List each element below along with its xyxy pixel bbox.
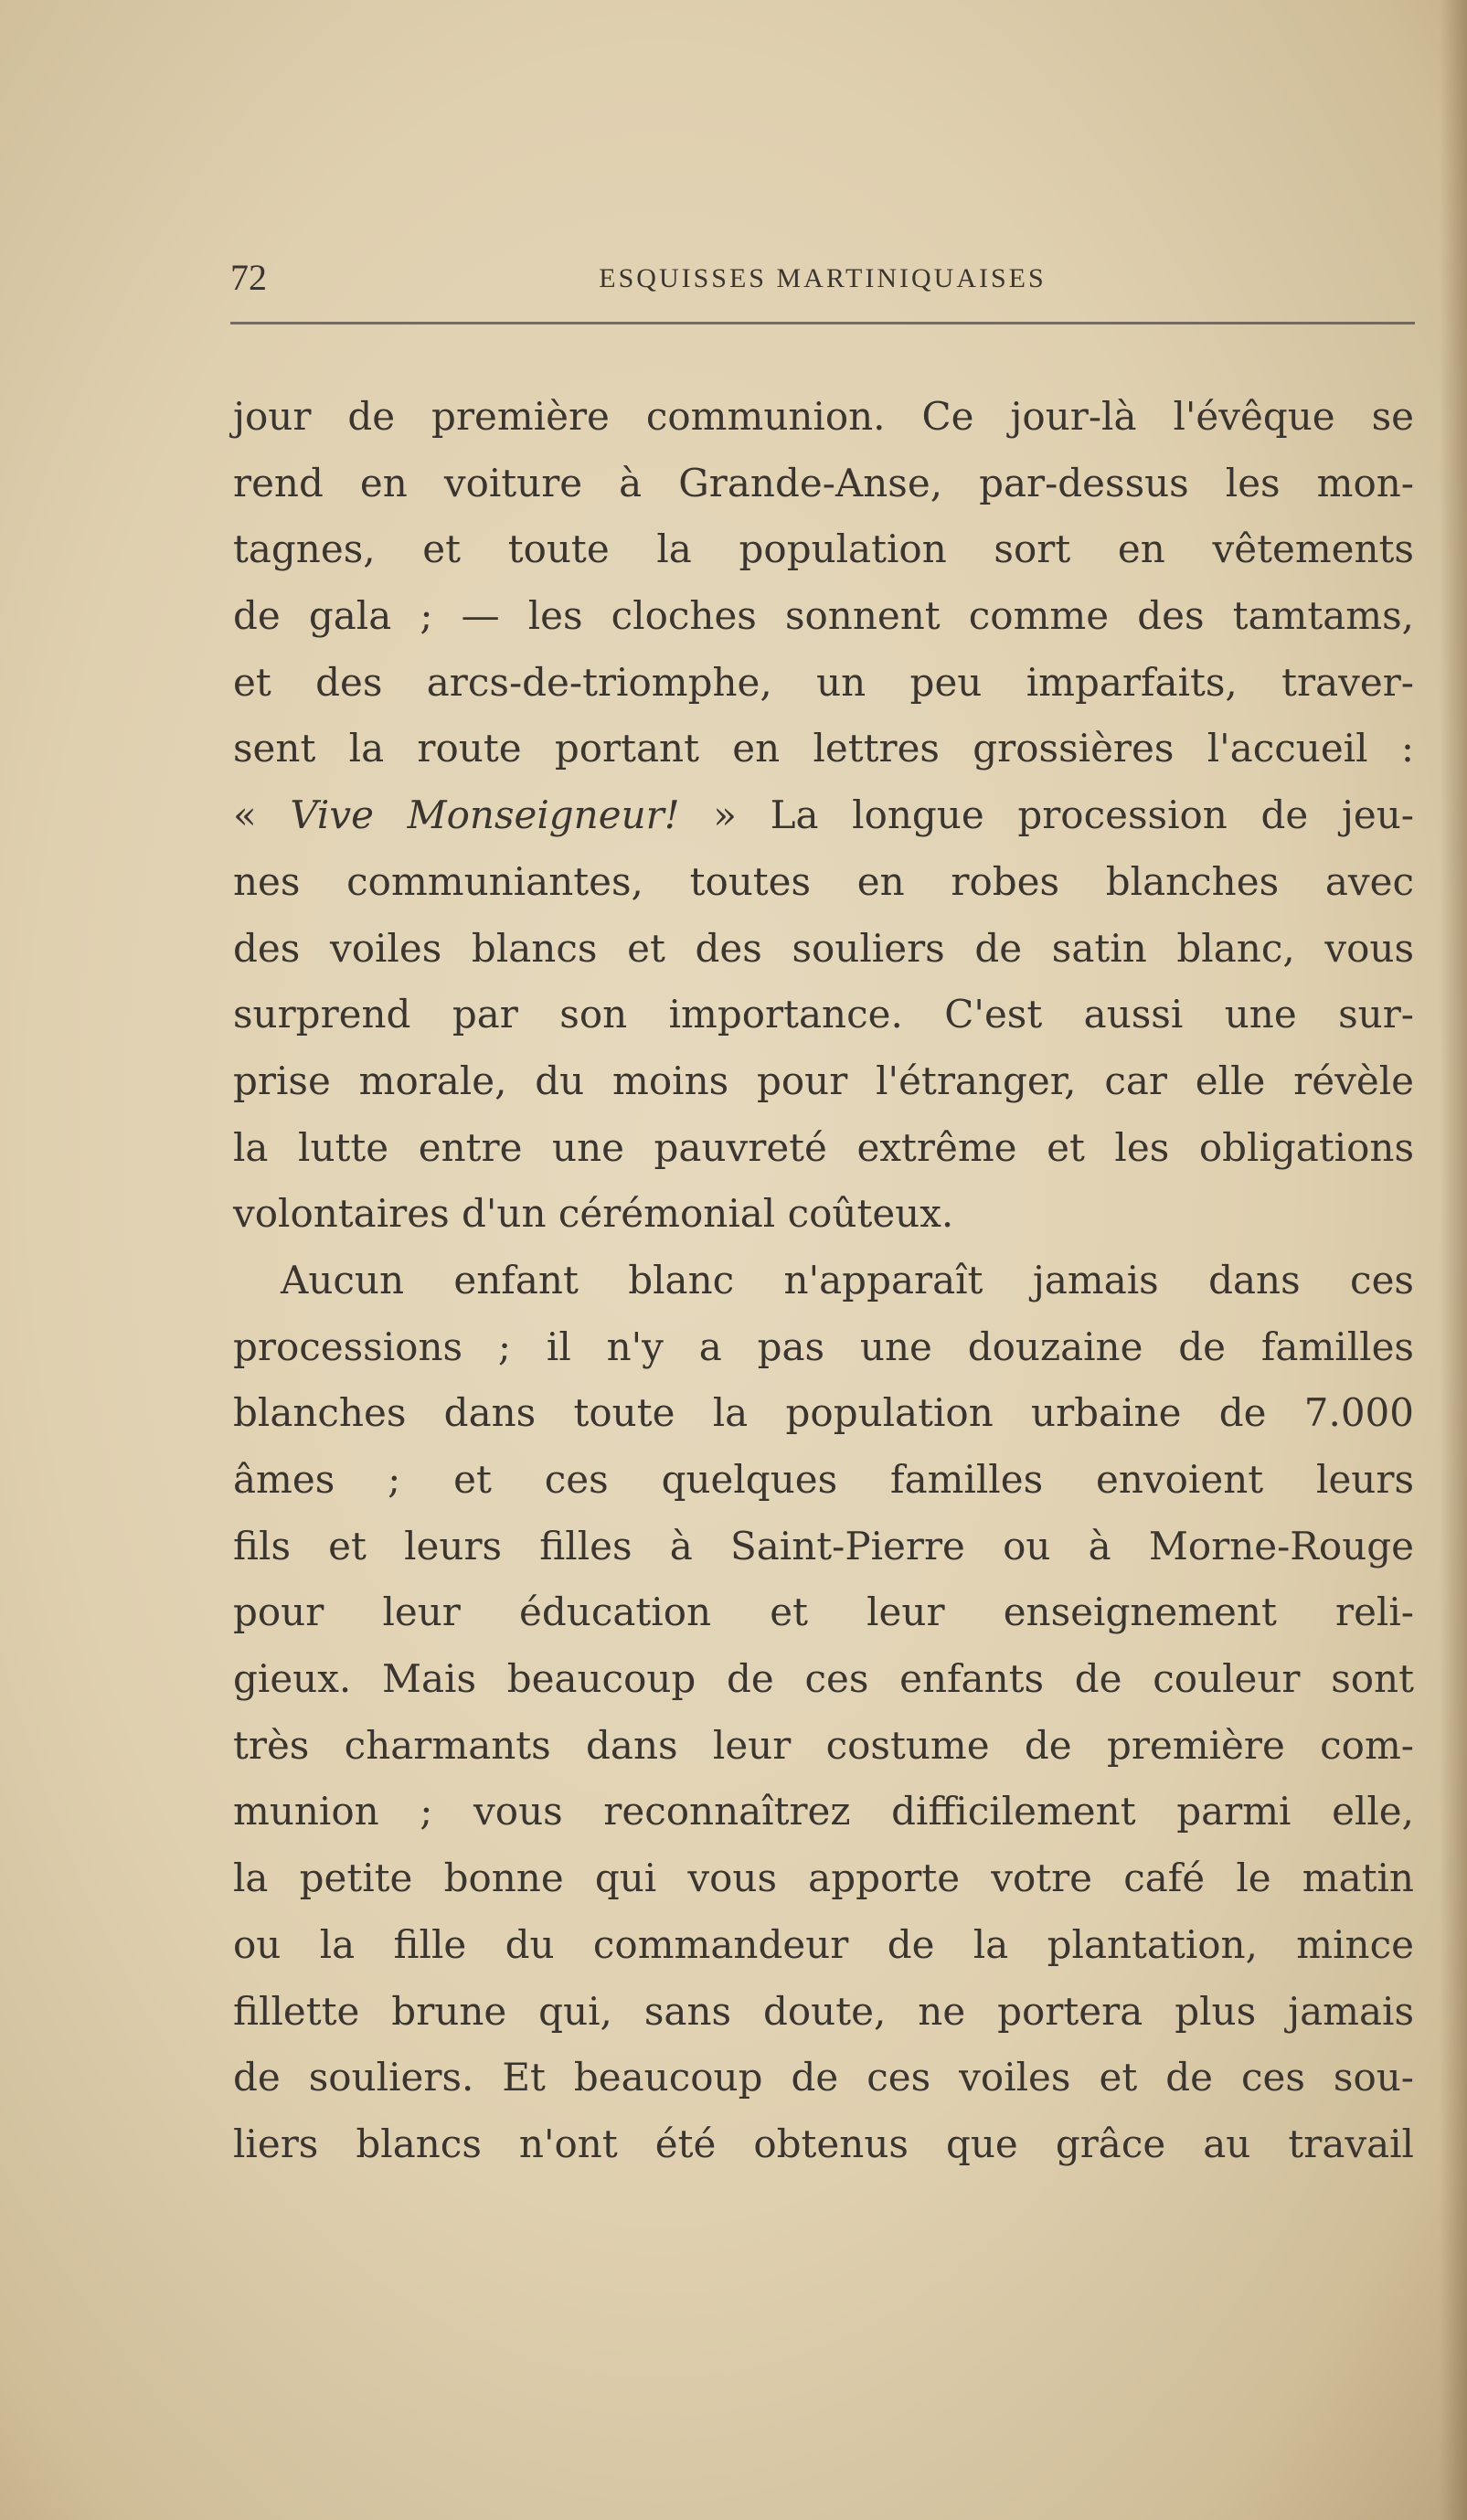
text-line: tagnes, et toute la population sort en vêtements (233, 526, 1414, 572)
text-line: de souliers. Et beaucoup de ces voiles et de ces sou- (233, 2055, 1414, 2100)
text-line: Aucun enfant blanc n'apparaît jamais dans ces (281, 1257, 1414, 1303)
text-line: surprend par son importance. C'est aussi une sur- (233, 992, 1414, 1037)
text-line: la lutte entre une pauvreté extrême et les obligations (233, 1124, 1414, 1170)
text-line: de gala ; — les cloches sonnent comme des tamtams, (233, 593, 1414, 639)
body-text (233, 384, 1414, 2178)
italic-quote: Vive Monseigneur! (290, 792, 680, 838)
text-line: gieux. Mais beaucoup de ces enfants de couleur sont (233, 1656, 1414, 1702)
text-line: prise morale, du moins pour l'étranger, car elle révèle (233, 1058, 1414, 1103)
text-line: volontaires d'un cérémonial coûteux. (233, 1191, 954, 1237)
text-line: des voiles blancs et des souliers de satin blanc, vous (233, 925, 1414, 971)
text-line: et des arcs-de-triomphe, un peu imparfaits, traver- (233, 659, 1414, 705)
text-line: liers blancs n'ont été obtenus que grâce au travail (233, 2121, 1414, 2166)
text-line: munion ; vous reconnaîtrez difficilement parmi elle, (233, 1789, 1414, 1834)
text-line: ou la fille du commandeur de la plantation, mince (233, 1921, 1414, 1967)
running-title: ESQUISSES MARTINIQUAISES (599, 263, 1047, 293)
page-number: 72 (230, 257, 267, 298)
text-span: » La longue procession de jeu- (679, 792, 1415, 838)
text-line: pour leur éducation et leur enseignement reli- (233, 1590, 1414, 1635)
running-header (230, 256, 1415, 302)
text-line: très charmants dans leur costume de première com- (233, 1722, 1414, 1768)
text-line: blanches dans toute la population urbaine de 7.000 (233, 1390, 1414, 1436)
text-line: rend en voiture à Grande-Anse, par-dessus les mon- (233, 460, 1414, 505)
text-line: nes communiantes, toutes en robes blanches avec (233, 858, 1414, 904)
header-rule (230, 322, 1415, 324)
text-line: sent la route portant en lettres grossières l'accueil : (233, 726, 1414, 771)
text-line (233, 782, 1414, 849)
text-line: fillette brune qui, sans doute, ne portera plus jamais (233, 1988, 1414, 2034)
text-line: âmes ; et ces quelques familles envoient leurs (233, 1457, 1414, 1502)
text-line: la petite bonne qui vous apporte votre café le matin (233, 1855, 1414, 1901)
text-span: « (233, 792, 291, 838)
text-line: processions ; il n'y a pas une douzaine de familles (233, 1324, 1414, 1369)
text-line: fils et leurs filles à Saint-Pierre ou à Morne-Rouge (233, 1523, 1414, 1568)
page-edge-shadow (1440, 0, 1467, 2520)
text-line: jour de première communion. Ce jour-là l'évêque se (233, 394, 1414, 439)
